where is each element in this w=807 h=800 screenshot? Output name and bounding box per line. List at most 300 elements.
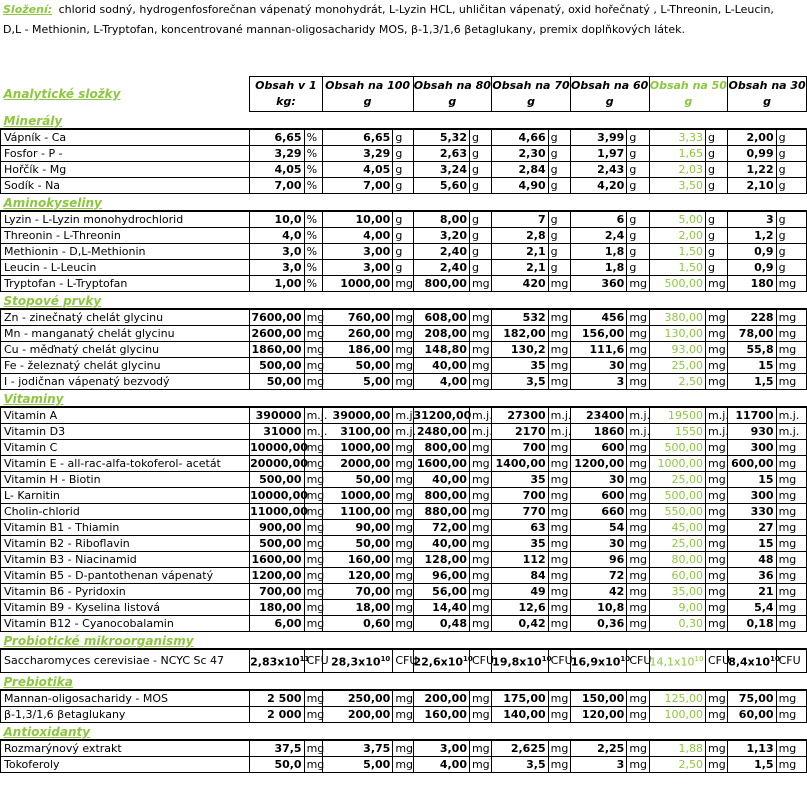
cell-unit: mg — [776, 707, 806, 723]
cell-value — [413, 309, 469, 326]
cell-value-text: 60,00 — [671, 568, 703, 582]
column-header: Obsah na 50 g — [649, 77, 728, 112]
cell-value-text: 2000,00 — [340, 456, 391, 470]
cell-unit: mg — [705, 584, 727, 600]
cell-value — [649, 326, 705, 342]
cell-value-text: 93,00 — [671, 342, 703, 356]
cell-value-text: 50,00 — [355, 472, 391, 486]
cell-value-text: 0,9 — [754, 244, 774, 258]
cell-value-text: 160,00 — [424, 707, 467, 721]
cell-value — [250, 568, 304, 584]
row-label: Tryptofan - L-Tryptofan — [1, 276, 250, 292]
cell-unit: mg — [705, 552, 727, 568]
cell-value — [322, 424, 393, 440]
cell-unit: mg — [469, 276, 491, 292]
cell-value-text: 156,00 — [581, 326, 625, 340]
cell-unit: mg — [304, 326, 322, 342]
cell-value — [492, 440, 548, 456]
cell-value-text: 6,65 — [363, 130, 391, 144]
cell-value-text: 0,18 — [746, 616, 774, 630]
cell-unit: mg — [776, 536, 806, 552]
cell-value — [413, 178, 469, 194]
cell-value-text: 12,6 — [518, 600, 546, 614]
cell-unit: mg — [705, 504, 727, 520]
cell-unit: mg — [627, 757, 649, 773]
cell-value — [492, 600, 548, 616]
cell-unit: g — [469, 211, 491, 228]
cell-value — [492, 456, 548, 472]
cell-unit: mg — [548, 342, 570, 358]
cell-value-text: 4,66 — [518, 130, 546, 144]
cell-unit: % — [304, 260, 322, 276]
cell-value — [649, 162, 705, 178]
cell-unit: mg — [705, 536, 727, 552]
cell-value-text: 130,2 — [510, 342, 546, 356]
cell-unit: mg — [304, 600, 322, 616]
cell-value — [570, 342, 626, 358]
cell-value-text: 3,00 — [439, 741, 467, 755]
cell-value — [570, 374, 626, 390]
cell-unit: m.j. — [393, 407, 413, 424]
cell-unit: g — [548, 211, 570, 228]
cell-value-text: 7,00 — [363, 178, 391, 192]
cell-value — [250, 326, 304, 342]
cell-value — [570, 520, 626, 536]
cell-value — [492, 424, 548, 440]
cell-value-text: 10000,00 — [250, 440, 308, 454]
cell-value — [728, 178, 776, 194]
row-label: Threonin - L-Threonin — [1, 228, 250, 244]
cell-unit: mg — [548, 757, 570, 773]
cell-value-text: 128,00 — [424, 552, 467, 566]
cell-unit: mg — [469, 616, 491, 632]
cell-value-text: 70,00 — [355, 584, 391, 598]
cell-value-text: 2,30 — [518, 146, 546, 160]
cell-value-text: 2,40 — [439, 260, 467, 274]
cell-value — [413, 600, 469, 616]
row-label: L- Karnitin — [1, 488, 250, 504]
cell-value-text: 770 — [522, 504, 546, 518]
cell-value — [570, 584, 626, 600]
cell-value — [413, 690, 469, 707]
cell-unit: mg — [627, 342, 649, 358]
cell-value-text: 4,00 — [363, 228, 391, 242]
cell-value — [492, 472, 548, 488]
cell-value-text: 800,00 — [424, 440, 467, 454]
cell-value — [322, 568, 393, 584]
row-label: Fe - železnatý chelát glycinu — [1, 358, 250, 374]
cell-unit: mg — [627, 600, 649, 616]
cell-value-text: 260,00 — [347, 326, 391, 340]
cell-value — [570, 616, 626, 632]
cell-value — [649, 407, 705, 424]
cell-value-text: 0,9 — [754, 260, 774, 274]
cell-value-text: 39000,00 — [332, 408, 391, 422]
cell-value — [413, 407, 472, 424]
cell-value — [728, 520, 776, 536]
cell-unit: mg — [304, 342, 322, 358]
cell-value-text: 14,1x10 — [649, 655, 695, 669]
cell-value — [649, 129, 705, 146]
cell-value — [570, 600, 626, 616]
cell-value-text: 0,42 — [518, 616, 546, 630]
cell-value-text: 48 — [758, 552, 774, 566]
cell-value — [413, 424, 469, 440]
cell-unit: % — [304, 162, 322, 178]
cell-exponent: 10 — [463, 655, 473, 664]
section-header-row — [1, 632, 807, 650]
cell-unit: g — [627, 146, 649, 162]
cell-value-text: 1000,00 — [340, 276, 391, 290]
cell-value — [570, 568, 626, 584]
cell-value — [649, 146, 705, 162]
cell-value — [322, 584, 393, 600]
cell-value-text: 180 — [750, 276, 774, 290]
cell-value-text: 3 — [616, 374, 625, 388]
cell-value — [492, 260, 548, 276]
cell-value-text: 4,90 — [518, 178, 546, 192]
row-label: Cholin-chlorid — [1, 504, 250, 520]
cell-value-text: 2,63 — [439, 146, 467, 160]
cell-value — [728, 162, 776, 178]
cell-value-text: 40,00 — [432, 358, 467, 372]
cell-value — [728, 536, 776, 552]
cell-value-text: 31000 — [263, 424, 302, 438]
cell-unit: mg — [776, 309, 806, 326]
row-label: Rozmarýnový extrakt — [1, 740, 250, 757]
cell-value — [570, 440, 626, 456]
column-header: Obsah na 80 g — [413, 77, 492, 112]
cell-value-text: 19,8x10 — [492, 655, 542, 669]
cell-unit: mg — [469, 456, 491, 472]
cell-value-text: 8,00 — [439, 212, 467, 226]
cell-value-text: 1400,00 — [495, 456, 546, 470]
cell-unit: mg — [304, 740, 322, 757]
cell-value — [492, 407, 548, 424]
cell-unit: mg — [776, 456, 806, 472]
table-row — [1, 178, 807, 194]
cell-value-text: 1860,00 — [251, 342, 302, 356]
cell-value — [728, 552, 776, 568]
cell-value-text: 0,60 — [363, 616, 391, 630]
cell-value — [570, 649, 631, 673]
cell-value-text: 112 — [522, 552, 546, 566]
cell-unit: mg — [469, 309, 491, 326]
cell-unit: g — [705, 146, 727, 162]
cell-value-text: 5,00 — [363, 757, 391, 771]
cell-value — [728, 342, 776, 358]
cell-unit: mg — [705, 740, 727, 757]
cell-value-text: 22,6x10 — [413, 655, 464, 669]
cell-value — [728, 440, 776, 456]
cell-value-text: 2 000 — [267, 707, 302, 721]
cell-value — [492, 358, 548, 374]
cell-unit: m.j. — [393, 424, 413, 440]
cell-unit: mg — [705, 374, 727, 390]
cell-value — [413, 228, 469, 244]
cell-value-text: 1,50 — [678, 260, 703, 274]
cell-value — [570, 740, 626, 757]
cell-value — [649, 536, 705, 552]
cell-value — [322, 690, 393, 707]
cell-value-text: 15 — [758, 472, 774, 486]
cell-value-text: 40,00 — [432, 472, 467, 486]
cell-value — [649, 374, 705, 390]
cell-unit: mg — [627, 488, 649, 504]
cell-value — [322, 504, 393, 520]
cell-value-text: 3,33 — [678, 130, 703, 144]
cell-unit: mg — [304, 707, 322, 723]
cell-value — [250, 260, 304, 276]
cell-unit: mg — [548, 584, 570, 600]
cell-value — [570, 536, 626, 552]
cell-unit: mg — [469, 472, 491, 488]
table-row — [1, 211, 807, 228]
cell-value — [728, 690, 776, 707]
cell-value — [413, 146, 469, 162]
composition-text — [0, 0, 803, 70]
cell-unit: m.j. — [627, 407, 649, 424]
cell-value-text: 4,05 — [274, 162, 302, 176]
cell-unit: mg — [705, 440, 727, 456]
cell-value — [570, 228, 626, 244]
cell-value-text: 200,00 — [424, 691, 467, 705]
cell-value-text: 1,13 — [746, 741, 774, 755]
cell-value-text: 10,00 — [355, 212, 391, 226]
cell-value — [322, 129, 393, 146]
cell-value-text: 2,83x10 — [250, 655, 300, 669]
cell-value — [322, 244, 393, 260]
cell-value — [728, 211, 776, 228]
row-label: Vitamin B3 - Niacinamid — [1, 552, 250, 568]
section-header-row — [1, 390, 807, 408]
cell-value-text: 1,5 — [754, 374, 774, 388]
cell-value — [728, 276, 776, 292]
cell-value-text: 60,00 — [738, 707, 774, 721]
cell-value — [492, 374, 548, 390]
cell-value-text: 31200,00 — [413, 408, 472, 422]
row-label: Fosfor - P - — [1, 146, 250, 162]
cell-unit: g — [627, 178, 649, 194]
cell-value — [250, 456, 308, 472]
cell-value — [250, 276, 304, 292]
cell-unit: mg — [548, 740, 570, 757]
cell-value — [728, 228, 776, 244]
cell-value — [250, 358, 304, 374]
cell-unit: CFU — [548, 649, 570, 673]
cell-value-text: 300 — [750, 488, 774, 502]
cell-value — [728, 374, 776, 390]
cell-unit: g — [469, 244, 491, 260]
cell-value-text: 420 — [522, 276, 546, 290]
cell-value-text: 19500 — [667, 408, 703, 422]
cell-unit: mg — [393, 342, 413, 358]
cell-unit: mg — [469, 600, 491, 616]
cell-value-text: 25,00 — [671, 472, 703, 486]
cell-unit: mg — [548, 374, 570, 390]
cell-value-text: 500,00 — [259, 358, 302, 372]
cell-value — [570, 146, 626, 162]
table-row — [1, 374, 807, 390]
cell-unit: mg — [776, 757, 806, 773]
cell-value-text: 14,40 — [432, 600, 467, 614]
cell-unit: mg — [393, 276, 413, 292]
row-label: Saccharomyces cerevisiae - NCYC Sc 47 — [1, 649, 250, 673]
cell-unit: mg — [548, 358, 570, 374]
cell-value — [413, 326, 469, 342]
cell-value-text: 500,00 — [664, 276, 703, 290]
cell-unit: mg — [393, 456, 413, 472]
cell-value-text: 500,00 — [664, 488, 703, 502]
cell-value — [728, 407, 776, 424]
column-header: Obsah na 30 g — [728, 77, 807, 112]
cell-value — [728, 488, 776, 504]
cell-value — [492, 690, 548, 707]
cell-value-text: 532 — [522, 310, 546, 324]
cell-unit: mg — [776, 326, 806, 342]
cell-value — [322, 342, 393, 358]
table-row — [1, 276, 807, 292]
cell-unit: g — [393, 228, 413, 244]
cell-value — [413, 649, 473, 673]
cell-unit: g — [627, 244, 649, 260]
cell-value-text: 15 — [758, 536, 774, 550]
cell-value — [649, 178, 705, 194]
cell-value-text: 5,32 — [439, 130, 467, 144]
composition-label: Složení: — [3, 3, 53, 16]
cell-value-text: 120,00 — [347, 568, 391, 582]
cell-value — [649, 568, 705, 584]
cell-value-text: 130,00 — [664, 326, 703, 340]
cell-value-text: 208,00 — [424, 326, 467, 340]
cell-value-text: 11700 — [735, 408, 774, 422]
cell-unit: mg — [776, 568, 806, 584]
cell-unit: mg — [469, 552, 491, 568]
table-row — [1, 757, 807, 773]
composition-line-2: D,L - Methionin, L-Tryptofan, koncentrované mannan-oligosacharidy MOS, β-1,3/1,6 βetaglukany, premix doplňkových látek. — [3, 23, 685, 36]
row-label: Vitamin D3 — [1, 424, 250, 440]
cell-unit: % — [304, 276, 322, 292]
cell-value — [413, 358, 469, 374]
cell-exponent: 10 — [770, 655, 780, 664]
cell-value-text: 96 — [609, 552, 625, 566]
row-label: Vitamin B6 - Pyridoxin — [1, 584, 250, 600]
cell-value — [250, 600, 304, 616]
cell-value — [649, 649, 705, 673]
cell-unit: mg — [627, 440, 649, 456]
table-row — [1, 407, 807, 424]
table-row — [1, 520, 807, 536]
cell-value — [322, 162, 393, 178]
table-row — [1, 228, 807, 244]
cell-value — [250, 146, 304, 162]
cell-unit: mg — [393, 584, 413, 600]
cell-value-text: 800,00 — [424, 276, 467, 290]
cell-value-text: 84 — [530, 568, 546, 582]
cell-unit: mg — [304, 536, 322, 552]
column-header: Obsah v 1 kg: — [250, 77, 323, 112]
cell-unit: g — [393, 244, 413, 260]
cell-value-text: 200,00 — [347, 707, 391, 721]
cell-value — [570, 178, 626, 194]
cell-value-text: 15 — [758, 358, 774, 372]
cell-value-text: 2,4 — [604, 228, 625, 242]
cell-value-text: 2480,00 — [416, 424, 467, 438]
cell-value — [322, 326, 393, 342]
cell-value — [413, 584, 469, 600]
row-label: Hořčík - Mg — [1, 162, 250, 178]
cell-unit: mg — [627, 326, 649, 342]
cell-value — [250, 520, 304, 536]
cell-value-text: 1200,00 — [251, 568, 302, 582]
cell-value-text: 3,0 — [282, 244, 302, 258]
cell-value-text: 42 — [609, 584, 625, 598]
cell-unit: mg — [469, 326, 491, 342]
cell-value-text: 3,24 — [439, 162, 467, 176]
cell-value-text: 1600,00 — [416, 456, 467, 470]
cell-value-text: 2,40 — [439, 244, 467, 258]
cell-value — [728, 568, 776, 584]
cell-unit: mg — [469, 358, 491, 374]
cell-unit: mg — [548, 472, 570, 488]
row-label: Vitamin E - all-rac-alfa-tokoferol- acetát — [1, 456, 250, 472]
cell-unit: mg — [393, 472, 413, 488]
cell-value — [728, 649, 780, 673]
cell-unit: mg — [627, 690, 649, 707]
cell-value-text: 23400 — [586, 408, 625, 422]
cell-value — [570, 488, 626, 504]
row-label: Mannan-oligosacharidy - MOS — [1, 690, 250, 707]
cell-value — [649, 244, 705, 260]
cell-value — [492, 244, 548, 260]
cell-value — [413, 244, 469, 260]
cell-unit: g — [776, 228, 806, 244]
cell-value — [322, 616, 393, 632]
row-label: Vitamin C — [1, 440, 250, 456]
cell-value-text: 21 — [758, 584, 774, 598]
cell-value — [492, 504, 548, 520]
cell-unit: g — [627, 228, 649, 244]
cell-unit: mg — [627, 374, 649, 390]
cell-unit: CFU — [393, 649, 413, 673]
cell-unit: mg — [548, 552, 570, 568]
cell-value-text: 0,36 — [597, 616, 625, 630]
cell-unit: mg — [627, 358, 649, 374]
cell-value — [728, 424, 776, 440]
cell-value-text: 3,50 — [678, 178, 703, 192]
cell-value — [492, 707, 548, 723]
cell-unit: g — [548, 260, 570, 276]
row-label: Tokoferoly — [1, 757, 250, 773]
cell-value — [728, 757, 776, 773]
cell-value — [649, 211, 705, 228]
cell-value-text: 4,00 — [439, 374, 467, 388]
cell-unit: mg — [627, 472, 649, 488]
cell-value — [250, 228, 304, 244]
cell-unit: mg — [548, 309, 570, 326]
cell-unit: m.j. — [548, 407, 570, 424]
section-title: Minerály — [3, 114, 63, 128]
row-label: Vitamin B2 - Riboflavin — [1, 536, 250, 552]
cell-unit: mg — [776, 690, 806, 707]
cell-unit: mg — [776, 584, 806, 600]
cell-value — [570, 407, 626, 424]
cell-unit: mg — [705, 276, 727, 292]
cell-value — [250, 129, 304, 146]
cell-value-text: 9,00 — [678, 600, 703, 614]
cell-value — [649, 757, 705, 773]
table-row — [1, 342, 807, 358]
